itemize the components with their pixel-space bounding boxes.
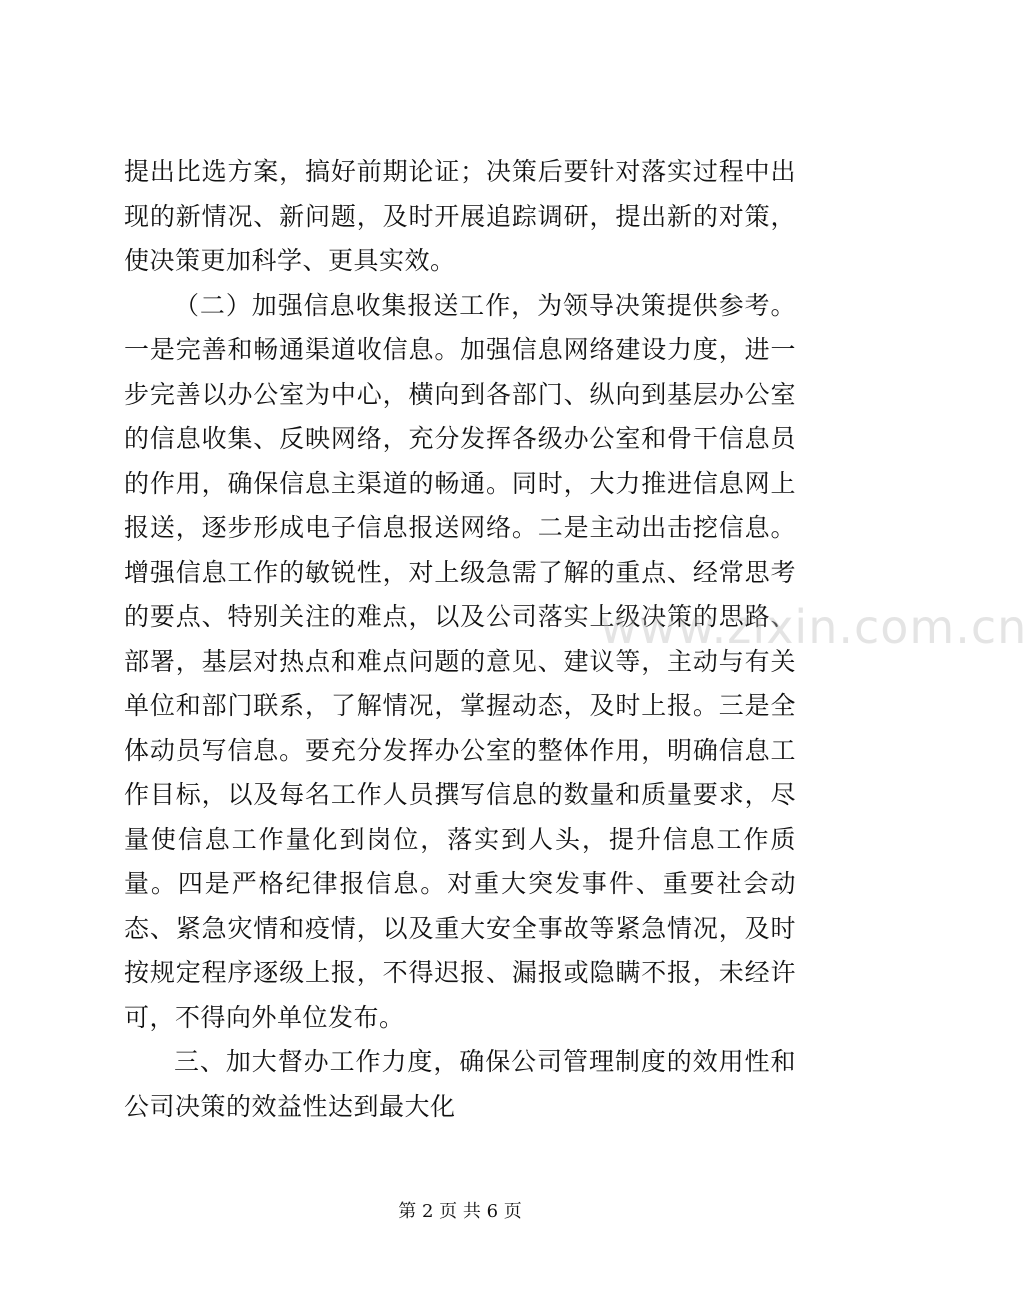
section-heading-supervision: 三、加大督办工作力度，确保公司管理制度的效用性和公司决策的效益性达到最大化 (124, 1047, 796, 1121)
watermark-text: www.zixin.com.cn (600, 600, 1027, 654)
page-footer: 第 2 页 共 6 页 (398, 1201, 522, 1222)
document-body (124, 150, 796, 1129)
paragraph-info-collection: （二）加强信息收集报送工作，为领导决策提供参考。一是完善和畅通渠道收信息。加强信息网络建设力度，进一步完善以办公室为中心，横向到各部门、纵向到基层办公室的信息收集、反映网络，充分发挥各级办公室和骨干信息员的作用，确保信息主渠道的畅通。同时，大力推进信息网上报送，逐步形成电子信息报送网络。二是主动出击挖信息。增强信息工作的敏锐性，对上级急需了解的重点、经常思考的要点、特别关注的难点，以及公司落实上级决策的思路、部署，基层对热点和难点问题的意见、建议等，主动与有关单位和部门联系，了解情况，掌握动态，及时上报。三是全体动员写信息。要充分发挥办公室的整体作用，明确信息工作目标，以及每名工作人员撰写信息的数量和质量要求，尽量使信息工作量化到岗位，落实到人头，提升信息工作质量。四是严格纪律报信息。对重大突发事件、重要社会动态、紧急灾情和疫情，以及重大安全事故等紧急情况，及时按规定程序逐级上报，不得迟报、漏报或隐瞒不报，未经许可，不得向外单位发布。 (124, 290, 796, 1032)
paragraph-continuation: 提出比选方案，搞好前期论证；决策后要针对落实过程中出现的新情况、新问题，及时开展追踪调研，提出新的对策，使决策更加科学、更具实效。 (124, 157, 796, 275)
